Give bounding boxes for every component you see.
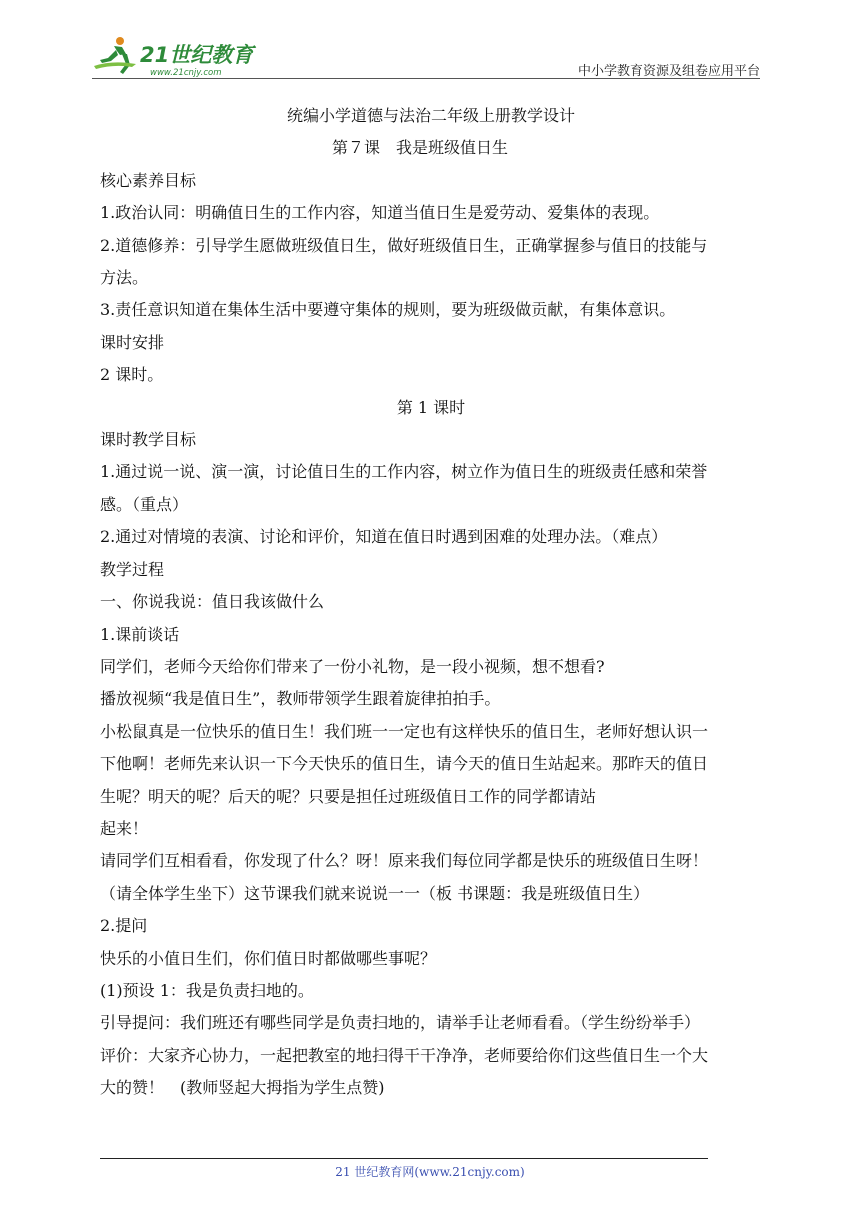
goal-item-continued: 方法。 [100,268,149,288]
paragraph: 小松鼠真是一位快乐的值日生！我们班一一定也有这样快乐的值日生，老师好想认识一 [100,721,709,741]
page-header [92,30,760,80]
step-heading: 一、你说我说：值日我该做什么 [100,592,325,612]
section-heading: 课时教学目标 [100,430,197,450]
paragraph: 快乐的小值日生们，你们值日时都做哪些事呢？ [100,948,437,968]
goal-item: 3.责任意识知道在集体生活中要遵守集体的规则，要为班级做贡献，有集体意识。 [100,300,676,320]
sub-heading: 2.提问 [100,916,148,936]
paragraph: 请同学们互相看看，你发现了什么？呀！原来我们每位同学都是快乐的班级值日生呀！ [100,851,709,871]
paragraph: 评价：大家齐心协力，一起把教室的地扫得干干净净，老师要给你们这些值日生一个大 [100,1045,709,1065]
footer-divider [100,1158,708,1159]
paragraph: 下他啊！老师先来认识一下今天快乐的值日生，请今天的值日生站起来。那昨天的值日 [100,754,709,774]
paragraph: 同学们，老师今天给你们带来了一份小礼物，是一段小视频，想不想看? [100,656,605,676]
footer-link[interactable]: 21 世纪教育网(www.21cnjy.com) [335,1165,525,1179]
objective-item-continued: 感。（重点） [100,494,189,514]
goal-item: 1.政治认同：明确值日生的工作内容，知道当值日生是爱劳动、爱集体的表现。 [100,203,660,223]
paragraph: 大的赞！ (教师竖起大拇指为学生点赞) [100,1078,385,1098]
runner-icon [94,37,136,74]
paragraph: （请全体学生坐下）这节课我们就来说说一一（板 书课题：我是班级值日生） [100,883,650,903]
sub-heading: 1.课前谈话 [100,624,180,644]
section-heading: 核心素养目标 [100,170,197,190]
logo-text: 21世纪教育 [140,43,254,67]
document-body [100,100,762,1105]
objective-item: 2.通过对情境的表演、讨论和评价，知道在值日时遇到困难的处理办法。（难点） [100,527,668,547]
logo-url: www.21cnjy.com [150,68,222,78]
paragraph: 起来！ [100,818,149,838]
doc-title: 统编小学道德与法治二年级上册教学设计 [286,106,575,125]
lesson-period-heading: 第 1 课时 [396,397,466,417]
goal-item: 2.道德修养：引导学生愿做班级值日生，做好班级值日生，正确掌握参与值日的技能与 [100,235,708,255]
section-heading: 教学过程 [100,559,165,579]
section-heading: 课时安排 [100,332,165,352]
objective-item: 1.通过说一说、演一演，讨论值日生的工作内容，树立作为值日生的班级责任感和荣誉 [100,462,708,482]
paragraph: 引导提问：我们班还有哪些同学是负责扫地的，请举手让老师看看。（学生纷纷举手） [100,1013,701,1033]
lesson-title: 第７课 我是班级值日生 [331,138,508,158]
paragraph: 播放视频“我是值日生”，教师带领学生跟着旋律拍拍手。 [100,689,501,709]
paragraph: (1)预设 1：我是负责扫地的。 [100,980,314,1000]
paragraph: 2 课时。 [100,365,164,385]
header-divider [92,78,760,79]
paragraph: 生呢？明天的呢？后天的呢？只要是担任过班级值日工作的同学都请站 [100,786,597,806]
platform-name: 中小学教育资源及组卷应用平台 [577,64,760,79]
brand-logo [92,34,267,78]
